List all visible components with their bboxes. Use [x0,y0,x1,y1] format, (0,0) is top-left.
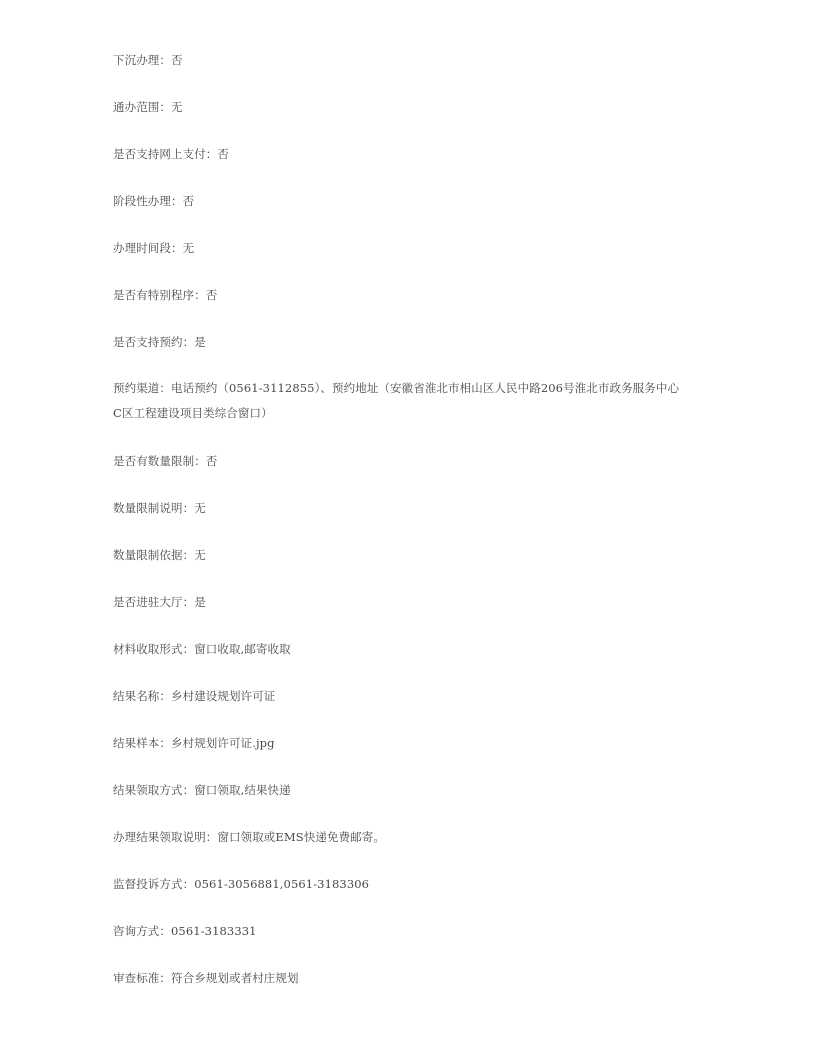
field-handling-time: 办理时间段：无 [113,241,195,255]
field-sinking-handling: 下沉办理：否 [113,53,183,67]
field-result-name: 结果名称：乡村建设规划许可证 [113,689,276,703]
field-material-collection: 材料收取形式：窗口收取,邮寄收取 [113,642,291,656]
field-quantity-limit: 是否有数量限制：否 [113,454,218,468]
field-staged-handling: 阶段性办理：否 [113,194,195,208]
field-result-collection-note: 办理结果领取说明：窗口领取或EMS快递免费邮寄。 [113,830,385,844]
field-hall-stationed: 是否进驻大厅：是 [113,595,206,609]
field-result-sample: 结果样本：乡村规划许可证.jpg [113,736,275,750]
field-inquiry-contact: 咨询方式：0561-3183331 [113,924,257,938]
field-review-standard: 审查标准：符合乡规划或者村庄规划 [113,971,299,985]
field-online-payment: 是否支持网上支付：否 [113,147,229,161]
field-appointment-support: 是否支持预约：是 [113,335,206,349]
field-general-scope: 通办范围：无 [113,100,183,114]
field-special-procedure: 是否有特别程序：否 [113,288,218,302]
field-result-collection-method: 结果领取方式：窗口领取,结果快递 [113,783,291,797]
field-quantity-limit-basis: 数量限制依据：无 [113,548,206,562]
field-quantity-limit-description: 数量限制说明：无 [113,501,206,515]
field-complaint-contact: 监督投诉方式：0561-3056881,0561-3183306 [113,877,370,891]
field-appointment-channel-continued: C区工程建设项目类综合窗口） [113,406,273,420]
field-appointment-channel: 预约渠道：电话预约（0561-3112855）、预约地址（安徽省淮北市相山区人民中路206号淮北市政务服务中心 [113,381,680,395]
